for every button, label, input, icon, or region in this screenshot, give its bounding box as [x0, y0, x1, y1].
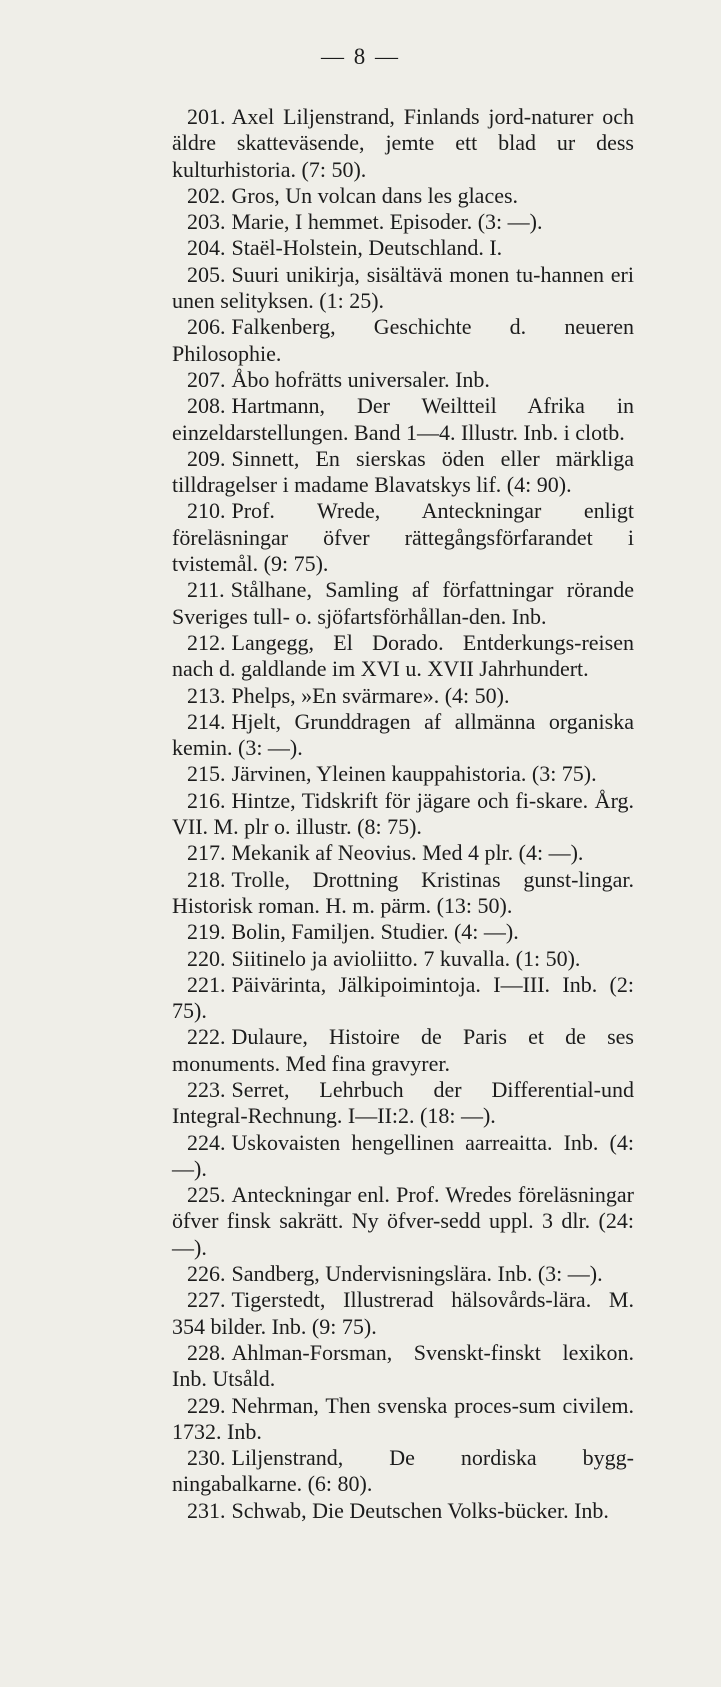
entry-number: 210. [187, 498, 226, 524]
catalog-entry [172, 946, 634, 972]
catalog-entry [172, 314, 634, 367]
entry-number: 218. [187, 866, 226, 892]
catalog-entry [172, 367, 634, 393]
entry-number: 216. [187, 787, 226, 813]
catalog-entry [172, 788, 634, 841]
entry-number: 208. [187, 393, 226, 419]
entry-text: Hartmann, Der Weiltteil Afrika in einzeldarstellungen. Band 1—4. Illustr. Inb. i clotb. [172, 393, 634, 445]
entry-text: Gros, Un volcan dans les glaces. [231, 182, 519, 208]
catalog-entry [172, 840, 634, 866]
catalog-entry [172, 577, 634, 630]
catalog-entry [172, 709, 634, 762]
entry-text: Phelps, »En svärmare». (4: 50). [231, 682, 510, 708]
entry-number: 214. [187, 708, 226, 734]
entry-number: 201. [187, 104, 226, 129]
entry-text: Axel Liljenstrand, Finlands jord-naturer och äldre skatteväsende, jemte ett blad ur dess kulturhistoria. (7: 50). [172, 104, 634, 182]
entry-text: Trolle, Drottning Kristinas gunst-lingar. Historisk roman. H. m. pärm. (13: 50). [172, 866, 634, 918]
entry-text: Prof. Wrede, Anteckningar enligt föreläsningar öfver rättegångsförfarandet i tvistemål. (9: 75). [172, 498, 634, 577]
entry-number: 212. [187, 629, 226, 655]
entry-text: Langegg, El Dorado. Entderkungs-reisen nach d. galdlande im XVI u. XVII Jahrhundert. [172, 629, 634, 682]
entry-number: 205. [187, 261, 226, 287]
entry-text: Suuri unikirja, sisältävä monen tu-hannen eri unen selityksen. (1: 25). [172, 261, 634, 314]
catalog-entry [172, 235, 634, 261]
entry-number: 222. [187, 1024, 226, 1050]
entry-text: Liljenstrand, De nordiska bygg-ningabalkarne. (6: 80). [172, 1445, 634, 1497]
catalog-entry [172, 761, 634, 787]
entry-number: 202. [187, 182, 226, 208]
catalog-entry [172, 498, 634, 577]
entry-number: 215. [187, 761, 226, 787]
entry-text: Staël-Holstein, Deutschland. I. [231, 235, 503, 261]
catalog-entry [172, 446, 634, 499]
catalog-entries [172, 104, 634, 1524]
entry-text: Päivärinta, Jälkipoimintoja. I—III. Inb. (2: 75). [172, 971, 634, 1024]
entry-text: Järvinen, Yleinen kauppahistoria. (3: 75). [231, 761, 597, 787]
entry-number: 224. [187, 1129, 226, 1155]
catalog-entry [172, 972, 634, 1025]
entry-text: Hintze, Tidskrift för jägare och fi-skare. Årg. VII. M. plr o. illustr. (8: 75). [172, 787, 634, 840]
entry-number: 225. [187, 1182, 226, 1208]
entry-text: Mekanik af Neovius. Med 4 plr. (4: —). [231, 840, 584, 866]
entry-number: 229. [187, 1392, 226, 1418]
catalog-entry [172, 1445, 634, 1498]
entry-number: 217. [187, 840, 226, 866]
catalog-entry [172, 683, 634, 709]
catalog-entry [172, 1340, 634, 1393]
entry-text: Serret, Lehrbuch der Differential-und Integral-Rechnung. I—II:2. (18: —). [172, 1076, 634, 1129]
catalog-entry [172, 1498, 634, 1524]
entry-text: Hjelt, Grunddragen af allmänna organiska kemin. (3: —). [172, 708, 634, 761]
entry-text: Åbo hofrätts universaler. Inb. [231, 366, 490, 392]
entry-number: 209. [187, 445, 226, 471]
catalog-entry [172, 183, 634, 209]
entry-text: Nehrman, Then svenska proces-sum civilem. 1732. Inb. [172, 1392, 634, 1444]
entry-number: 226. [187, 1261, 226, 1287]
entry-text: Schwab, Die Deutschen Volks-bücker. Inb. [231, 1497, 609, 1523]
catalog-entry [172, 262, 634, 315]
catalog-entry [172, 1393, 634, 1446]
catalog-entry [172, 1130, 634, 1183]
entry-number: 211. [187, 577, 225, 603]
catalog-entry [172, 209, 634, 235]
entry-number: 219. [187, 919, 226, 945]
catalog-entry [172, 1261, 634, 1287]
catalog-entry [172, 1182, 634, 1261]
entry-number: 213. [187, 682, 226, 708]
entry-number: 221. [187, 971, 226, 997]
entry-text: Siitinelo ja avioliitto. 7 kuvalla. (1: 50). [231, 945, 581, 971]
entry-text: Stålhane, Samling af författningar rörande Sveriges tull- o. sjöfartsförhållan-den. Inb. [172, 577, 634, 629]
catalog-entry [172, 1024, 634, 1077]
entry-text: Anteckningar enl. Prof. Wredes föreläsningar öfver finsk sakrätt. Ny öfver-sedd uppl. 3 dlr. (24: —). [172, 1182, 634, 1260]
entry-text: Dulaure, Histoire de Paris et de ses monuments. Med fina gravyrer. [172, 1024, 634, 1076]
entry-text: Tigerstedt, Illustrerad hälsovårds-lära. M. 354 bilder. Inb. (9: 75). [172, 1287, 634, 1339]
catalog-entry [172, 104, 634, 183]
entry-text: Sandberg, Undervisningslära. Inb. (3: —). [231, 1261, 603, 1287]
entry-text: Uskovaisten hengellinen aarreaitta. Inb. (4: —). [172, 1129, 634, 1181]
entry-number: 223. [187, 1076, 226, 1102]
catalog-entry [172, 393, 634, 446]
catalog-entry [172, 867, 634, 920]
entry-number: 220. [187, 945, 226, 971]
catalog-entry [172, 919, 634, 945]
catalog-entry [172, 630, 634, 683]
entry-text: Falkenberg, Geschichte d. neueren Philosophie. [172, 314, 634, 366]
entry-number: 204. [187, 235, 226, 261]
page-number: — 8 — [321, 44, 400, 69]
catalog-entry [172, 1077, 634, 1130]
entry-number: 207. [187, 366, 226, 392]
entry-number: 206. [187, 314, 226, 340]
entry-number: 203. [187, 209, 226, 235]
entry-text: Bolin, Familjen. Studier. (4: —). [231, 919, 519, 945]
entry-text: Ahlman-Forsman, Svenskt-finskt lexikon. Inb. Utsåld. [172, 1339, 634, 1392]
catalog-entry [172, 1287, 634, 1340]
entry-number: 228. [187, 1339, 226, 1365]
entry-number: 231. [187, 1497, 226, 1523]
entry-number: 230. [187, 1445, 226, 1471]
entry-text: Sinnett, En sierskas öden eller märkliga tilldragelser i madame Blavatskys lif. (4: 90). [172, 445, 634, 498]
entry-text: Marie, I hemmet. Episoder. (3: —). [231, 209, 543, 235]
entry-number: 227. [187, 1287, 226, 1313]
